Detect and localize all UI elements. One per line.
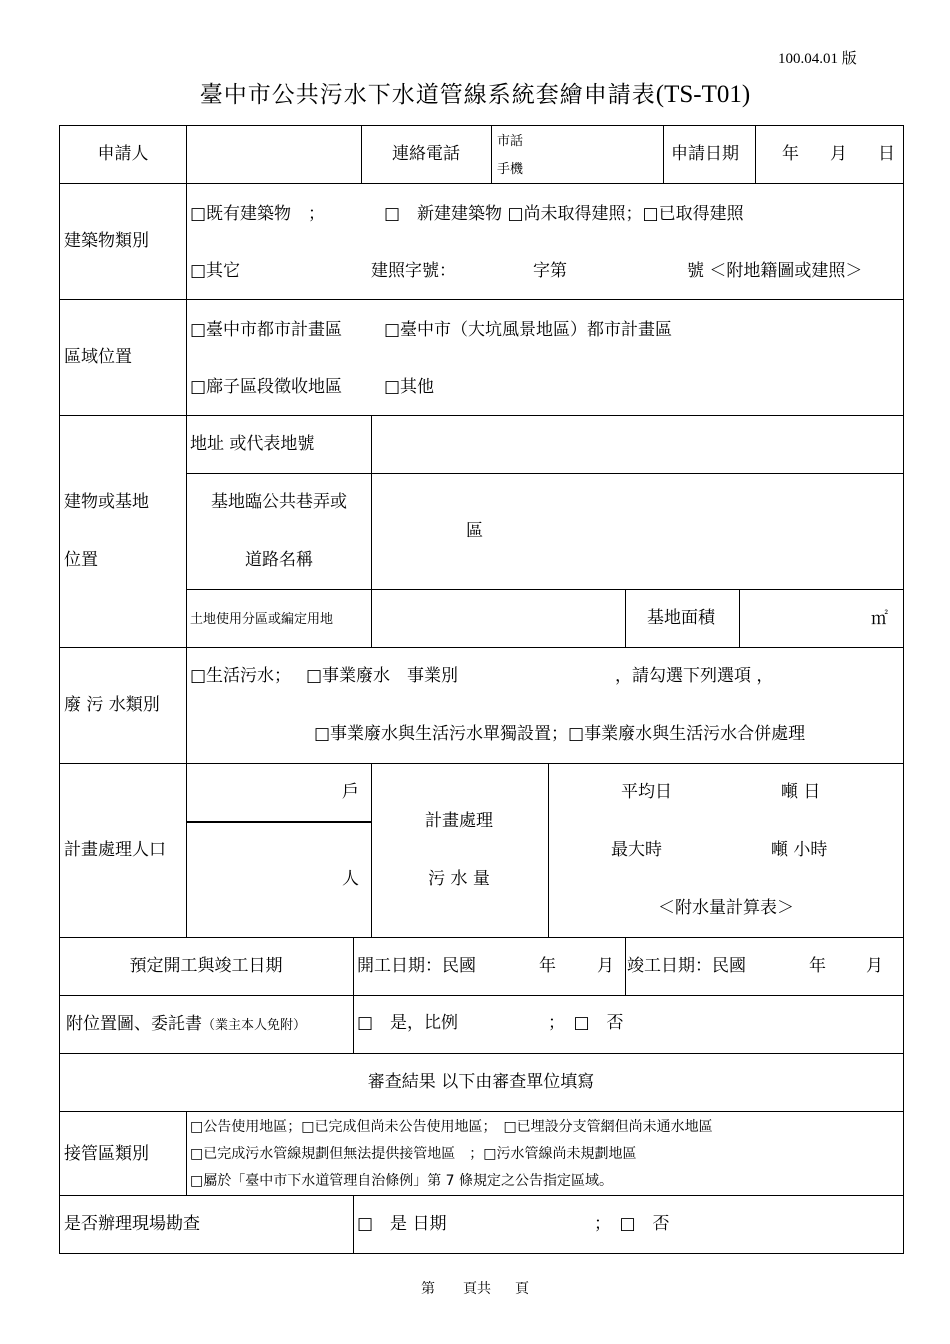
option-new-building[interactable]: □ 新建建築物 □尚未取得建照；□已取得建照 [384,204,744,224]
col-divider [353,937,354,1053]
road-label-line1: 基地臨公共巷弄或 [211,492,347,512]
start-date-label: 開工日期：民國 [357,956,476,976]
col-divider [371,763,372,937]
max-hour-unit: 噸 小時 [771,840,828,860]
tel-label: 市話 [497,134,524,149]
volume-label-line2: 污 水 量 [428,869,490,889]
review-heading: 審查結果 以下由審查單位填寫 [367,1072,595,1092]
wastewater-label: 廢 污 水類別 [64,695,160,715]
row-divider [59,1195,904,1196]
option-taichung-urban-plan[interactable]: □臺中市都市計畫區 [190,320,343,340]
category-label: 接管區類別 [64,1144,149,1164]
households-unit: 戶 [342,782,359,802]
col-divider [755,125,756,183]
col-divider [491,125,492,183]
zone-label: 區域位置 [64,347,132,367]
table-border-right [903,125,904,1253]
population-divider [186,821,371,823]
col-divider [625,937,626,995]
site-label-line1: 建物或基地 [64,492,149,512]
col-divider [625,589,626,647]
apply-year-unit: 年 [782,144,799,164]
col-divider [353,1195,354,1253]
phone-label: 連絡電話 [392,144,460,164]
page-title [0,76,950,109]
land-use-label: 土地使用分區或編定用地 [190,612,334,627]
end-year-unit: 年 [809,956,826,976]
option-dakeng-urban-plan[interactable]: □臺中市（大坑風景地區）都市計畫區 [384,320,673,340]
avg-day-label: 平均日 [621,782,672,802]
end-month-unit: 月 [866,956,883,976]
applicant-label: 申請人 [97,144,149,164]
inspection-label: 是否辦理現場勘查 [64,1214,200,1234]
option-other-zone[interactable]: □其他 [384,377,435,397]
category-option-line3[interactable]: □屬於「臺中市下水道管理自治條例」第 7 條規定之公告指定區域。 [190,1173,614,1189]
category-option-line1[interactable]: □公告使用地區；□已完成但尚未公告使用地區； □已埋設分支管網但尚未通水地區 [190,1119,713,1135]
address-label: 地址 或代表地號 [190,434,315,454]
table-border-left [59,125,60,1253]
option-inspection-no[interactable]: ； □ 否 [594,1214,670,1234]
row-divider [186,589,904,590]
col-divider [361,125,362,183]
footer-page-label: 第 [421,1281,435,1297]
persons-unit: 人 [342,869,359,889]
col-divider [548,763,549,937]
attachments-note: （業主本人免附） [202,1018,307,1033]
row-divider [59,995,904,996]
volume-calc-attachment: ＜附水量計算表＞ [658,898,794,918]
area-unit: ㎡ [871,609,888,629]
permit-number-label: 建照字號： [371,261,456,281]
option-other-building[interactable]: □其它 [190,261,241,281]
population-label: 計畫處理人口 [64,840,166,860]
col-divider [739,589,740,647]
mobile-label: 手機 [497,162,524,177]
site-area-label: 基地面積 [647,608,715,628]
col-divider [186,1111,187,1195]
footer-of-label: 頁共 [463,1281,491,1297]
site-label-line2: 位置 [64,550,98,570]
attachments-label-text: 附位置圖、委託書 [66,1014,202,1034]
max-hour-label: 最大時 [611,840,662,860]
permit-attachment-note: 號 ＜附地籍圖或建照＞ [687,261,863,281]
option-industrial-wastewater[interactable]: □事業廢水 事業別 [306,666,459,686]
apply-day-unit: 日 [878,144,895,164]
option-domestic-sewage[interactable]: □生活污水； [190,666,292,686]
road-label-line2: 道路名稱 [245,550,313,570]
col-divider [663,125,664,183]
option-existing-building[interactable]: □既有建築物 ； [190,204,326,224]
end-date-label: 竣工日期：民國 [627,956,746,976]
application-form [59,125,904,1254]
table-border-bottom [59,1253,904,1254]
district-label: 區 [466,521,483,541]
start-month-unit: 月 [597,956,614,976]
row-divider [59,937,904,938]
apply-date-label: 申請日期 [671,144,739,164]
volume-label-line1: 計畫處理 [425,811,493,831]
apply-month-unit: 月 [830,144,847,164]
avg-day-unit: 噸 日 [781,782,821,802]
schedule-label: 預定開工與竣工日期 [129,956,283,976]
category-option-line2[interactable]: □已完成污水管線規劃但無法提供接管地區 ；□污水管線尚未規劃地區 [190,1146,637,1162]
option-attachment-yes[interactable]: □ 是，比例 [357,1013,459,1033]
form-version: 100.04.01 版 [778,51,857,67]
permit-word-label: 字第 [533,261,567,281]
treatment-options[interactable]: □事業廢水與生活污水單獨設置；□事業廢水與生活污水合併處理 [314,724,806,744]
form-code: (TS-T01) [655,81,751,108]
footer-pages-label: 頁 [515,1281,529,1297]
building-type-label: 建築物類別 [64,231,149,251]
wastewater-instruction: ，請勾選下列選項 ， [615,666,774,686]
col-divider [371,415,372,647]
start-year-unit: 年 [539,956,556,976]
option-inspection-yes[interactable]: □ 是 日期 [357,1214,447,1234]
page-footer [0,1278,950,1298]
option-buzi-zone[interactable]: □廍子區段徵收地區 [190,377,343,397]
row-divider [59,1053,904,1054]
col-divider [186,125,187,937]
title-text: 臺中市公共污水下水道管線系統套繪申請表 [199,82,656,108]
attachments-label [66,1014,306,1036]
row-divider [186,473,904,474]
option-attachment-no[interactable]: ； □ 否 [548,1013,624,1033]
